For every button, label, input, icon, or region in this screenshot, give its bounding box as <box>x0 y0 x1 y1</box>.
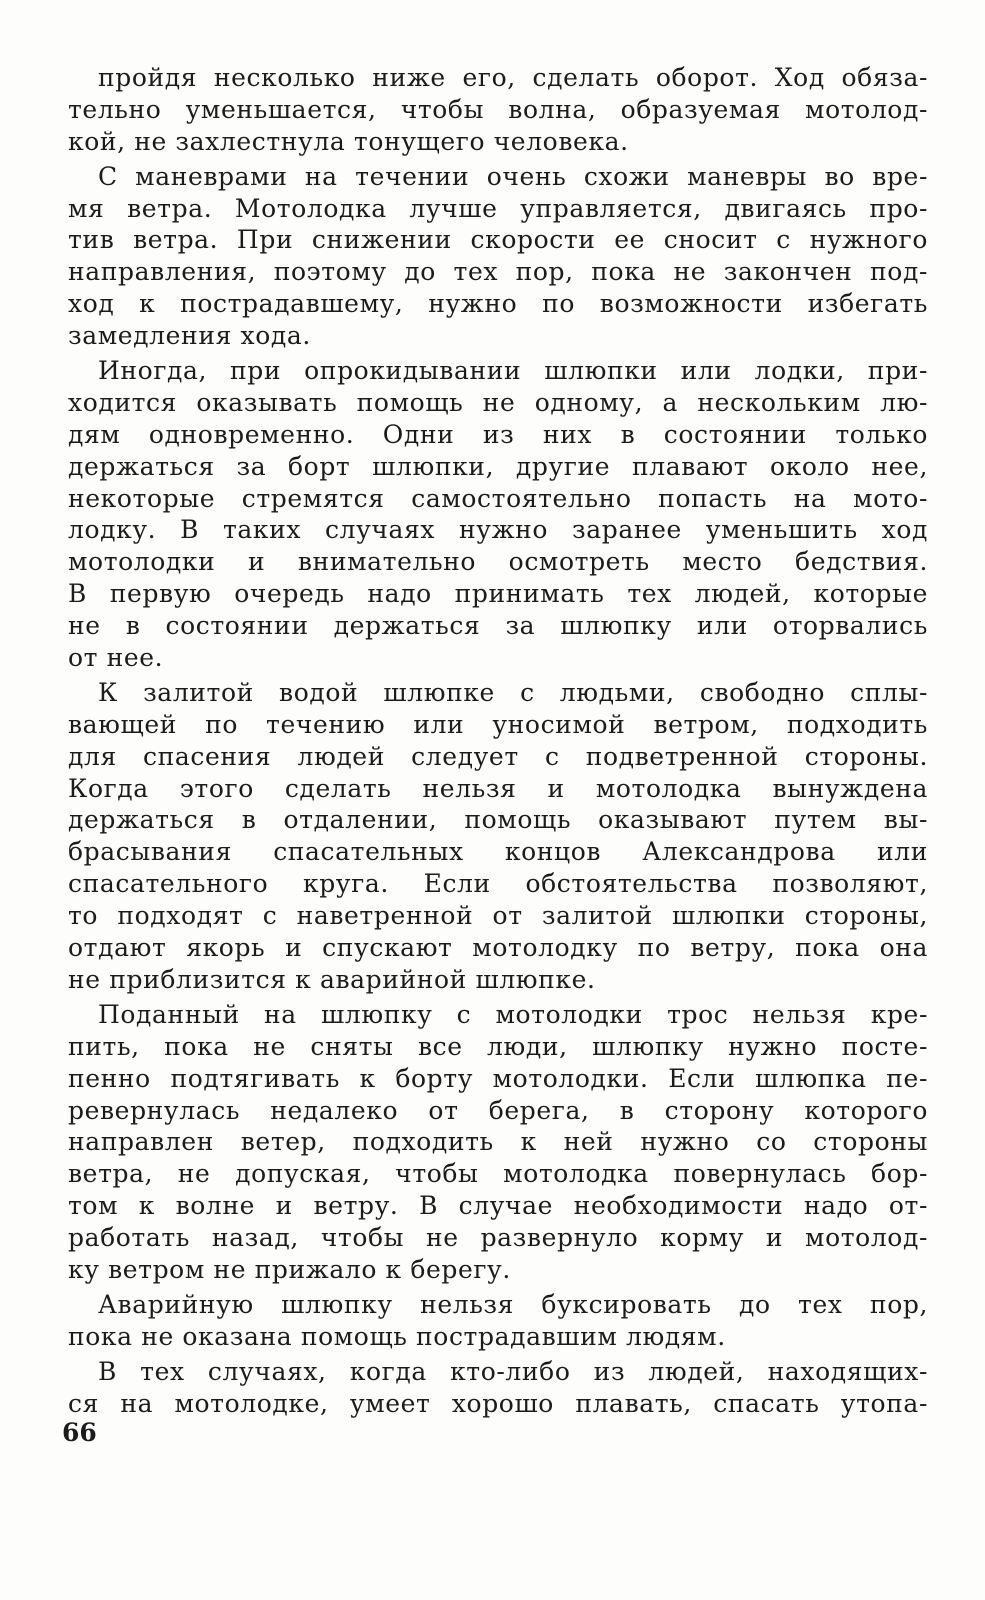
text-line: держаться в отдалении, помощь оказывают путем вы- <box>68 805 928 835</box>
text-line: Поданный на шлюпку с мотолодки трос нельзя кре- <box>98 999 928 1029</box>
text-line: К залитой водой шлюпке с людьми, свободно сплы- <box>98 677 928 707</box>
text-line: лодку. В таких случаях нужно заранее уменьшить ход <box>68 515 928 545</box>
text-line: мя ветра. Мотолодка лучше управляется, двигаясь про- <box>68 193 928 223</box>
text-line: ся на мотолодке, умеет хорошо плавать, спасать утопа- <box>68 1388 928 1418</box>
text-line: работать назад, чтобы не развернуло корму и мотолод- <box>68 1223 928 1253</box>
text-line: Аварийную шлюпку нельзя буксировать до тех пор, <box>98 1289 928 1319</box>
body-text <box>68 62 928 1419</box>
text-line: В первую очередь надо принимать тех людей, которые <box>68 579 928 609</box>
text-line: Когда этого сделать нельзя и мотолодка вынуждена <box>68 773 928 803</box>
text-line: от нее. <box>68 643 164 673</box>
text-line: тив ветра. При снижении скорости ее сносит с нужного <box>68 225 928 255</box>
text-line: отдают якорь и спускают мотолодку по ветру, пока она <box>68 933 928 963</box>
text-line: Иногда, при опрокидывании шлюпки или лодки, при- <box>98 356 928 386</box>
text-line: держаться за борт шлюпки, другие плавают около нее, <box>68 451 928 481</box>
text-line: пока не оказана помощь пострадавшим людям. <box>68 1321 726 1351</box>
text-line: дям одновременно. Одни из них в состоянии только <box>68 419 928 449</box>
text-line: замедления хода. <box>68 321 311 351</box>
text-line: пенно подтягивать к борту мотолодки. Если шлюпка пе- <box>68 1063 928 1093</box>
text-line: направления, поэтому до тех пор, пока не закончен под- <box>68 257 928 287</box>
text-line: не приблизится к аварийной шлюпке. <box>68 964 596 994</box>
paragraph <box>68 1289 928 1353</box>
text-line: пить, пока не сняты все люди, шлюпку нужно посте- <box>68 1031 928 1061</box>
paragraph <box>68 999 928 1286</box>
paragraph <box>68 62 928 158</box>
text-line: мотолодки и внимательно осмотреть место бедствия. <box>68 547 928 577</box>
text-line: направлен ветер, подходить к ней нужно со стороны <box>68 1127 928 1157</box>
text-line: некоторые стремятся самостоятельно попасть на мото- <box>68 483 928 513</box>
text-line: то подходят с наветренной от залитой шлюпки стороны, <box>68 901 928 931</box>
text-line: вающей по течению или уносимой ветром, подходить <box>68 709 928 739</box>
text-line: для спасения людей следует с подветренной стороны. <box>68 741 928 771</box>
text-line: том к волне и ветру. В случае необходимости надо от- <box>68 1191 928 1221</box>
paragraph <box>68 677 928 996</box>
text-line: пройдя несколько ниже его, сделать оборот. Ход обяза- <box>98 63 928 92</box>
text-line: брасывания спасательных концов Александрова или <box>68 837 928 867</box>
paragraph <box>68 355 928 674</box>
text-line: ку ветром не прижало к берегу. <box>68 1254 511 1284</box>
text-line: ход к пострадавшему, нужно по возможности избегать <box>68 289 928 319</box>
text-line: ходится оказывать помощь не одному, а нескольким лю- <box>68 387 928 417</box>
text-line: С маневрами на течении очень схожи маневры во вре- <box>98 161 928 191</box>
text-line: спасательного круга. Если обстоятельства позволяют, <box>68 869 928 899</box>
text-line: В тех случаях, когда кто-либо из людей, находящих- <box>98 1356 928 1386</box>
text-line: не в состоянии держаться за шлюпку или оторвались <box>68 611 928 641</box>
text-line: кой, не захлестнула тонущего человека. <box>68 126 629 156</box>
text-line: ревернулась недалеко от берега, в сторону которого <box>68 1095 928 1125</box>
text-line: тельно уменьшается, чтобы волна, образуемая мотолод- <box>68 94 928 124</box>
page-number: 66 <box>62 1418 97 1447</box>
text-line: ветра, не допуская, чтобы мотолодка повернулась бор- <box>68 1159 928 1189</box>
paragraph <box>68 1356 928 1420</box>
paragraph <box>68 161 928 352</box>
